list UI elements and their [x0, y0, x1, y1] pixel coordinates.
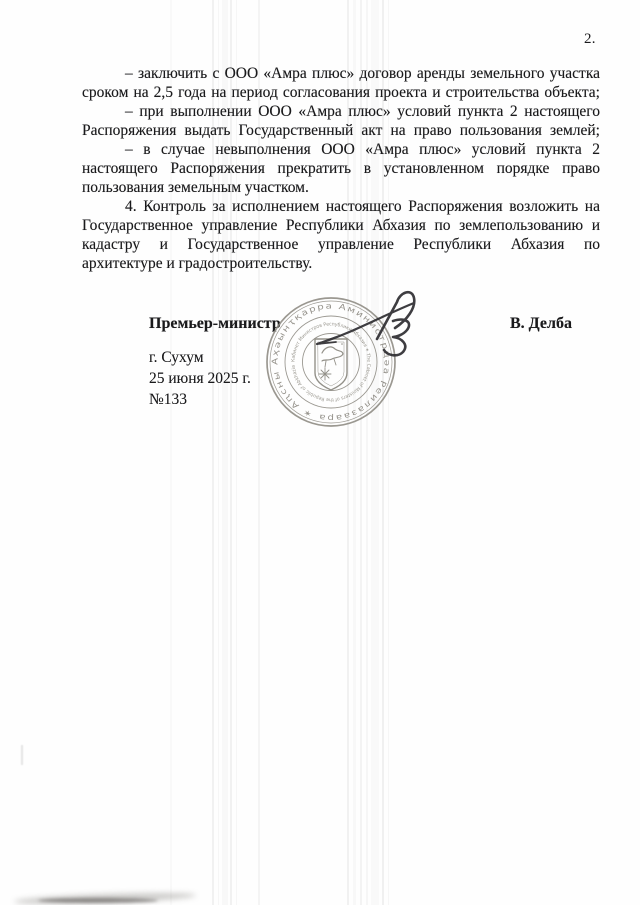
body-line: настоящего Распоряжения прекратить в установленном порядке право — [82, 160, 600, 177]
body-line: 4. Контроль за исполнением настоящего Распоряжения возложить на — [125, 198, 600, 215]
signatory-name: В. Делба — [510, 315, 572, 332]
date-line: 25 июня 2025 г. — [149, 370, 251, 387]
body-line: – заключить с ООО «Амра плюс» договор аренды земельного участка — [125, 65, 600, 82]
body-text — [82, 64, 600, 273]
body-line: сроком на 2,5 года на период согласования проекта и строительства объекта; — [82, 84, 600, 101]
signature-loop — [377, 292, 414, 339]
handwritten-signature — [300, 275, 430, 365]
body-line: Государственное управление Республики Абхазия по землепользованию и — [82, 217, 600, 234]
scan-mark — [21, 745, 23, 765]
place-line: г. Сухум — [149, 349, 204, 366]
stamp-outer-text: ✶ Аԥсны Аҳәынҭқарра Аминистрцәа Реилазаара — [270, 301, 392, 423]
document-number: №133 — [149, 391, 188, 408]
page-number: 2. — [584, 31, 596, 47]
body-line: – при выполнении ООО «Амра плюс» условий пункта 2 настоящего — [125, 103, 600, 120]
body-line: архитектуре и градостроительству. — [82, 255, 313, 272]
eight-point-star — [319, 368, 331, 380]
stamp-inner-text: Кабинет Министров Республики Абхазия ✶ The Cabinet of Ministers of the Republic of Abkhazia — [291, 322, 371, 402]
signatory-title: Премьер-министр — [149, 315, 281, 332]
signature-tail — [384, 320, 409, 356]
body-line: пользования земельным участком. — [82, 179, 309, 196]
body-line: Распоряжения выдать Государственный акт на право пользования землей; — [82, 122, 600, 139]
body-line: кадастру и Государственное управление Республики Абхазия по — [82, 236, 600, 253]
body-line: – в случае невыполнения ООО «Амра плюс» условий пункта 2 — [125, 141, 600, 158]
scan-smudge — [38, 898, 158, 903]
